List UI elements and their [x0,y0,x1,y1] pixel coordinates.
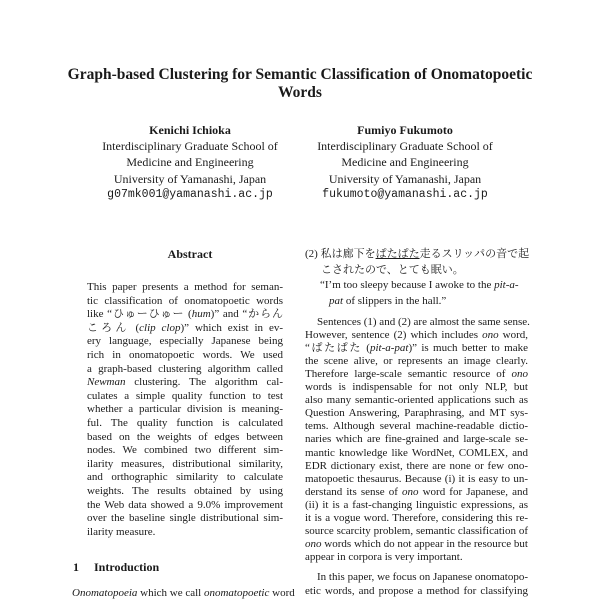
text-line [305,316,528,329]
text-line [87,499,283,512]
text-span: EDR dictionary exist, there are none or few ono- [305,459,528,472]
text-span: word, [498,329,528,342]
author-affiliation: Medicine and Engineering [126,155,254,170]
section-heading-introduction [73,560,159,575]
text-span: rich in onomatopoetic words. We used [87,349,283,361]
text-span: also many semantic-oriented applications such as [305,394,528,407]
italic-text: ono [511,368,528,381]
text-line [305,585,528,598]
italic-text: onomatopoetic [203,587,270,599]
author-affiliation: University of Yamanashi, Japan [113,171,267,186]
text-line [87,322,283,335]
text-span: words which do not appear in the resource but [321,537,528,550]
text-line [305,460,528,473]
text-line [87,471,283,484]
text-span: word for Japanese, and [418,485,528,498]
text-line [305,512,528,525]
text-span: nodes. We combined two different sim- [87,444,283,457]
text-span: ery language, especially Japanese being [87,335,283,348]
text-span: “ぱたぱた ( [305,342,370,355]
text-line [305,486,528,499]
text-span: a graph-based clustering algorithm called [87,362,283,375]
text-line [305,355,528,368]
text-span: words is indispensable for not only NLP, but [305,381,528,394]
author-block-1 [75,122,305,203]
text-line [305,368,528,381]
text-line [305,394,528,407]
text-line [87,526,283,539]
text-span: weights. The results obtained by using [87,485,283,497]
text-line [305,499,528,512]
text-line [305,279,528,292]
text-span: ilarity measures, distributional similarity, [87,457,283,470]
italic-text: pit-a- [494,279,519,291]
text-span: ころん ( [87,321,140,334]
text-line [87,349,283,362]
text-line [87,335,283,348]
text-line [305,420,528,433]
text-span: tems. Although several machine-readable dictio- [305,420,528,433]
text-line [305,264,528,277]
text-span: word [269,587,295,599]
text-line [87,281,283,294]
italic-text: hum [191,308,211,321]
text-span: of slippers in the hall.” [343,294,447,307]
text-line [305,342,528,355]
paper-title [60,66,540,102]
author-email: g07mk001@yamanashi.ac.jp [107,187,273,201]
text-line [72,587,296,600]
text-span: Sentences (1) and (2) are almost the same sense. [317,316,530,328]
text-span: and orthographic similarity to calculate [87,471,283,484]
text-line [305,551,528,564]
text-span: tic classification of onomatopoetic words [87,294,283,307]
text-span: based on the weights of edges between [87,430,283,443]
text-span: Question Answering, Paraphrasing, and MT sys- [305,407,528,420]
text-span: (ii) it is a fast-changing linguistic expressions, as [305,498,528,511]
text-line [87,390,283,403]
text-span: こされたので、とても眠い。 [321,263,464,276]
text-line [305,381,528,394]
text-span: clustering. The algorithm cal- [125,376,283,389]
text-span: )” is much better to make [408,342,528,355]
italic-text: pit-a-pat [369,342,409,355]
text-line [87,444,283,457]
author-name: Kenichi Ichioka [149,123,231,137]
text-span: naries which are fine-grained and large-scale se- [305,433,528,446]
text-span: etic words, and propose a method for classifying [305,585,528,597]
author-affiliation: Interdisciplinary Graduate School of [102,139,278,154]
text-line [305,538,528,551]
text-span: )” and “からん [210,308,283,321]
text-span: This paper presents a method for seman- [87,281,283,293]
italic-text: clip clop [139,321,181,334]
text-span: ぱたぱた [375,248,420,260]
text-line [305,329,528,342]
text-span: which we call [137,587,204,599]
text-span: 走るスリッパの音で起 [419,248,530,260]
text-line [305,525,528,538]
text-span: it is a vogue word. Therefore, considering this re- [305,511,528,524]
text-line [305,433,528,446]
section-number: 1 [73,560,79,574]
text-span: the Web data showed a 9.0% improvement [87,498,283,511]
text-span: the scene alive, or represents an image clearly. [305,355,528,368]
author-email: fukumoto@yamanashi.ac.jp [322,187,488,201]
text-line [305,407,528,420]
abstract-heading: Abstract [167,247,213,261]
text-span: )” which exist in ev- [180,321,283,334]
text-line [305,571,528,584]
text-span: culates a simple quality function to test [87,389,283,402]
text-line [87,363,283,376]
text-line [305,473,528,486]
italic-text: pat [329,294,344,307]
italic-text: ono [305,537,322,550]
text-span: “I’m too sleepy because I awoke to the [320,279,495,291]
author-affiliation: Medicine and Engineering [341,155,469,170]
text-span: However, sentence (2) which includes [305,329,483,342]
text-span: Therefore large-scale semantic resource of [305,368,512,381]
italic-text: Onomatopoeia [72,587,138,599]
italic-text: ono [402,485,419,498]
text-line [87,512,283,525]
text-span: like “ひゅーひゅー ( [87,308,192,321]
text-span: whether a particular division is meaning- [87,403,283,416]
text-line [87,295,283,308]
text-line [87,458,283,471]
text-span: over the baseline single distributional sim- [87,512,283,525]
text-line [87,403,283,416]
text-span: (2) 私は廊下を [305,248,376,260]
text-line [305,447,528,460]
text-line [305,248,528,261]
author-affiliation: University of Yamanashi, Japan [328,171,482,186]
text-span: In this paper, we focus on Japanese onomatopo- [317,571,528,583]
section-title: Introduction [94,560,160,574]
author-name: Fumiyo Fukumoto [357,123,453,137]
text-span: appear in corpora is very important. [305,550,463,563]
text-line [87,308,283,321]
title-line-2: Words [278,84,322,101]
text-span: ful. The quality function is calculated [87,417,283,429]
text-span: derstand its sense of [305,485,402,498]
text-line [87,417,283,430]
text-span: mantic knowledge like WordNet, COMLEX, and [305,446,528,459]
italic-text: Newman [87,376,126,389]
text-line [305,295,528,308]
text-span: matopoetic thesaurus. Because (i) it is easy to un- [305,472,528,485]
text-span: source scarcity problem, semantic classification of [305,524,528,537]
title-line-1: Graph-based Clustering for Semantic Classification of Onomatopoetic [67,66,533,83]
text-line [87,485,283,498]
italic-text: ono [482,329,499,342]
text-span: ilarity measure. [87,525,156,538]
text-line [87,431,283,444]
text-line [87,376,283,389]
author-block-2 [290,122,520,203]
author-affiliation: Interdisciplinary Graduate School of [317,139,493,154]
